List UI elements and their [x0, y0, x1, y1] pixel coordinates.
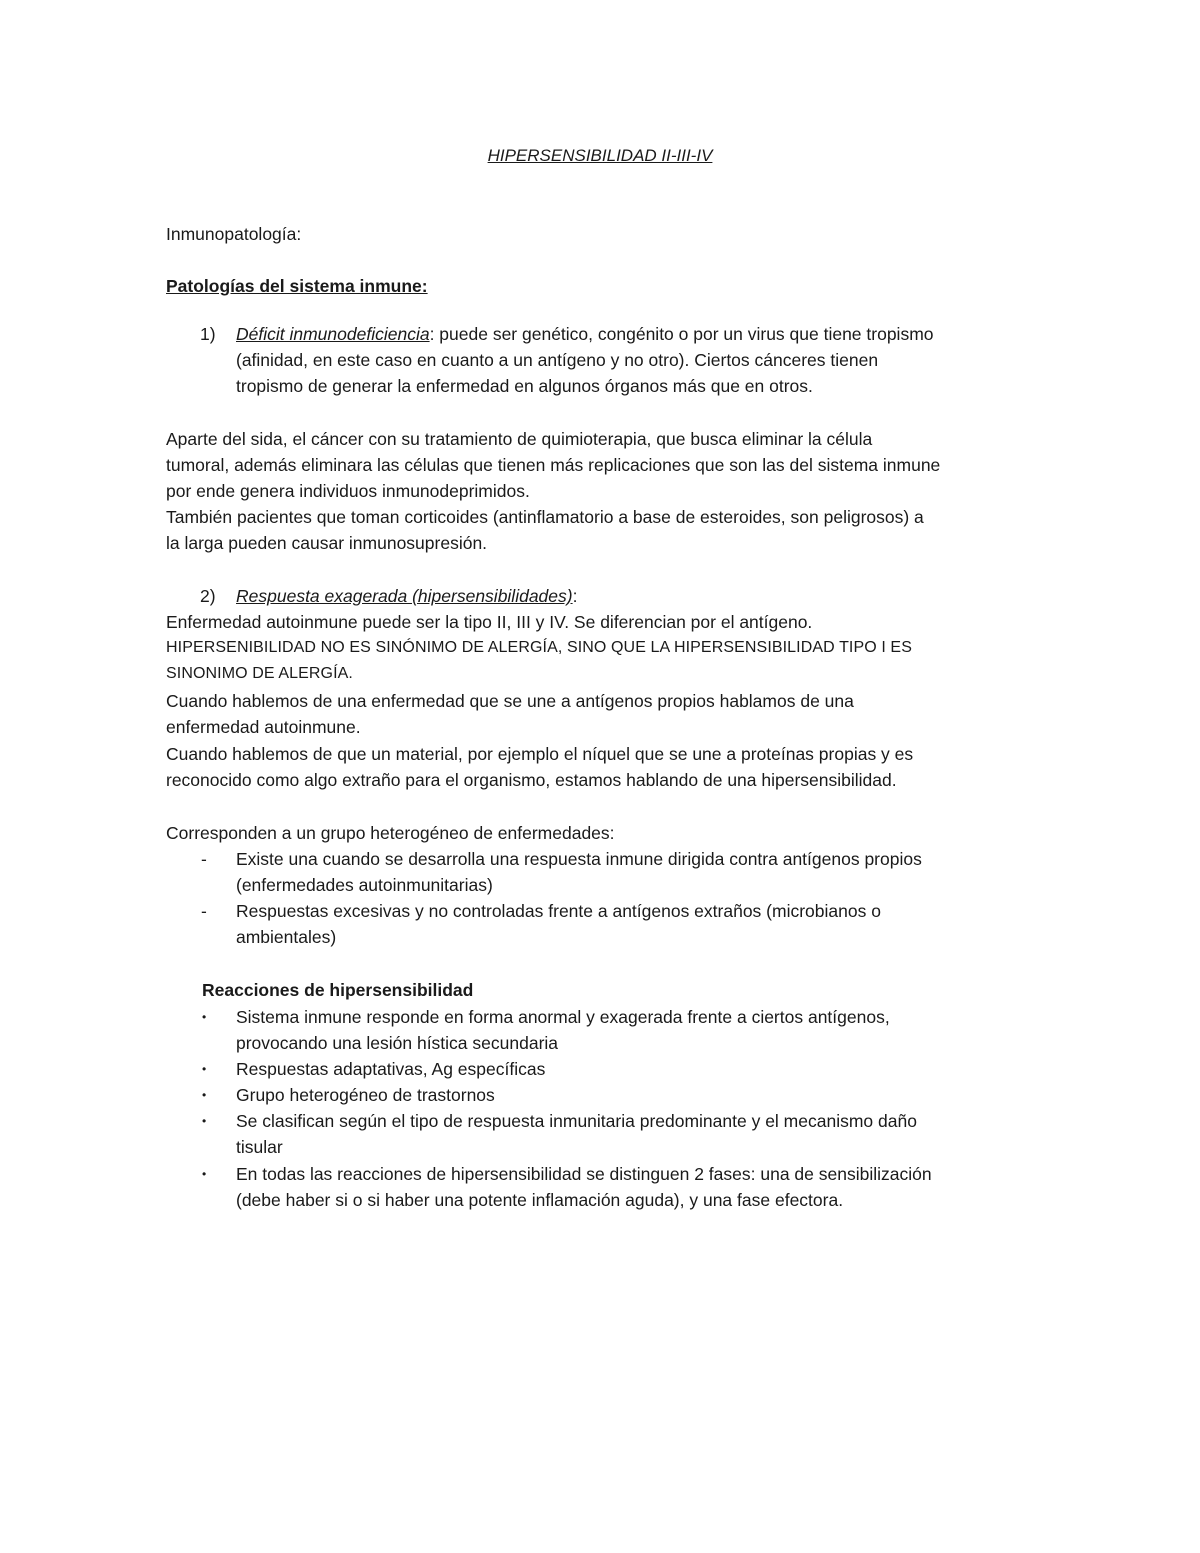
paragraph2-line: Cuando hablemos de una enfermedad que se une a antígenos propios hablamos de una — [166, 691, 854, 711]
bullet-icon: • — [202, 1114, 207, 1128]
dash-marker: - — [201, 849, 207, 869]
bullet-icon: • — [202, 1088, 207, 1102]
bullet-line: (debe haber si o si haber una potente inflamación aguda), y una fase efectora. — [236, 1190, 844, 1210]
dash-item-line: (enfermedades autoinmunitarias) — [236, 875, 493, 895]
item1-line1-rest: : puede ser genético, congénito o por un virus que tiene tropismo — [429, 324, 934, 344]
item1-term: Déficit inmunodeficiencia — [236, 324, 430, 344]
item2-line — [236, 583, 577, 609]
paragraph2-line: Cuando hablemos de que un material, por ejemplo el níquel que se une a proteínas propias y es — [166, 744, 914, 764]
item1-line2: (afinidad, en este caso en cuanto a un antígeno y no otro). Ciertos cánceres tienen — [236, 350, 879, 370]
paragraph2-line: SINONIMO DE ALERGÍA. — [166, 665, 353, 682]
bullet-line: tisular — [236, 1137, 283, 1157]
dash-marker: - — [201, 901, 207, 921]
item1-number: 1) — [200, 324, 216, 344]
paragraph2-line: HIPERSENIBILIDAD NO ES SINÓNIMO DE ALERGÍA, SINO QUE LA HIPERSENSIBILIDAD TIPO I ES — [166, 639, 912, 656]
inmunopatologia-label: Inmunopatología: — [166, 224, 302, 244]
item2-suffix: : — [572, 586, 578, 606]
corresponden-line: Corresponden a un grupo heterogéneo de enfermedades: — [166, 823, 615, 843]
reacciones-heading: Reacciones de hipersensibilidad — [202, 980, 474, 1000]
bullet-icon: • — [202, 1167, 207, 1181]
paragraph2-line: Enfermedad autoinmune puede ser la tipo II, III y IV. Se diferencian por el antígeno. — [166, 612, 813, 632]
paragraph1-line: tumoral, además eliminara las células que tienen más replicaciones que son las del sistema inmune — [166, 455, 941, 475]
bullet-line: Grupo heterogéneo de trastornos — [236, 1085, 495, 1105]
patologias-heading: Patologías del sistema inmune: — [166, 276, 428, 296]
paragraph2-line: enfermedad autoinmune. — [166, 717, 361, 737]
item1-line1 — [236, 321, 934, 347]
bullet-line: Se clasifican según el tipo de respuesta inmunitaria predominante y el mecanismo daño — [236, 1111, 917, 1131]
bullet-icon: • — [202, 1062, 207, 1076]
paragraph2-line: reconocido como algo extraño para el organismo, estamos hablando de una hipersensibilidad. — [166, 770, 897, 790]
bullet-line: Respuestas adaptativas, Ag específicas — [236, 1059, 546, 1079]
paragraph1-line: por ende genera individuos inmunodeprimidos. — [166, 481, 530, 501]
paragraph1-line: También pacientes que toman corticoides (antinflamatorio a base de esteroides, son peligrosos) a — [166, 507, 924, 527]
bullet-line: Sistema inmune responde en forma anormal y exagerada frente a ciertos antígenos, — [236, 1007, 890, 1027]
bullet-line: En todas las reacciones de hipersensibilidad se distinguen 2 fases: una de sensibilización — [236, 1164, 932, 1184]
bullet-line: provocando una lesión hística secundaria — [236, 1033, 559, 1053]
paragraph1-line: Aparte del sida, el cáncer con su tratamiento de quimioterapia, que busca eliminar la célula — [166, 429, 873, 449]
document-title: HIPERSENSIBILIDAD II-III-IV — [487, 146, 713, 165]
paragraph1-line: la larga pueden causar inmunosupresión. — [166, 533, 488, 553]
dash-item-line: Respuestas excesivas y no controladas frente a antígenos extraños (microbianos o — [236, 901, 881, 921]
bullet-icon: • — [202, 1010, 207, 1024]
dash-item-line: Existe una cuando se desarrolla una respuesta inmune dirigida contra antígenos propios — [236, 849, 922, 869]
item1-line3: tropismo de generar la enfermedad en algunos órganos más que en otros. — [236, 376, 813, 396]
item2-number: 2) — [200, 586, 216, 606]
item2-term: Respuesta exagerada (hipersensibilidades) — [236, 586, 573, 606]
dash-item-line: ambientales) — [236, 927, 337, 947]
